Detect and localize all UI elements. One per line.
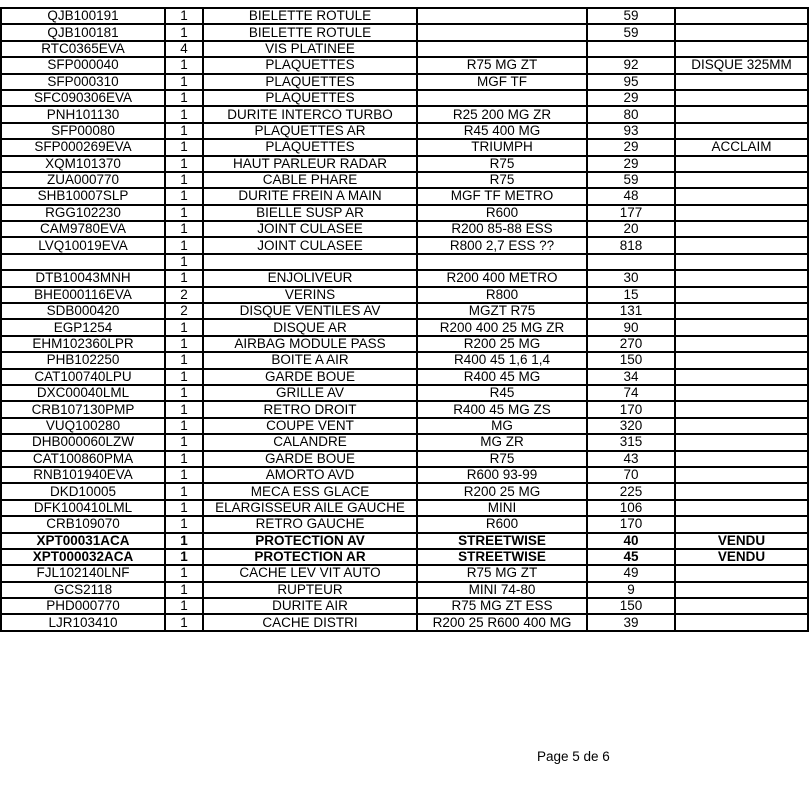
description-cell: CABLE PHARE	[203, 172, 417, 188]
model-cell	[417, 90, 587, 106]
note-cell	[675, 237, 808, 253]
model-cell: R200 25 MG	[417, 483, 587, 499]
note-cell	[675, 565, 808, 581]
part-number-cell: CRB107130PMP	[1, 401, 165, 417]
model-cell: R600	[417, 205, 587, 221]
part-number-cell: SFC090306EVA	[1, 90, 165, 106]
table-row	[1, 221, 808, 237]
quantity-cell: 1	[165, 319, 203, 335]
quantity-cell: 1	[165, 533, 203, 549]
part-number-cell: CAM9780EVA	[1, 221, 165, 237]
part-number-cell: XPT00031ACA	[1, 533, 165, 549]
price-cell: 80	[587, 106, 675, 122]
description-cell: DURITE INTERCO TURBO	[203, 106, 417, 122]
price-cell: 170	[587, 401, 675, 417]
description-cell: PLAQUETTES	[203, 74, 417, 90]
quantity-cell: 1	[165, 90, 203, 106]
note-cell	[675, 319, 808, 335]
price-cell: 150	[587, 352, 675, 368]
quantity-cell: 1	[165, 483, 203, 499]
price-cell: 225	[587, 483, 675, 499]
model-cell: R75 MG ZT	[417, 57, 587, 73]
part-number-cell: PHB102250	[1, 352, 165, 368]
quantity-cell: 1	[165, 549, 203, 565]
description-cell: BOITE A AIR	[203, 352, 417, 368]
price-cell: 93	[587, 123, 675, 139]
price-cell	[587, 41, 675, 57]
price-cell: 170	[587, 516, 675, 532]
note-cell	[675, 336, 808, 352]
note-cell	[675, 500, 808, 516]
model-cell: R25 200 MG ZR	[417, 106, 587, 122]
quantity-cell: 1	[165, 500, 203, 516]
quantity-cell: 1	[165, 237, 203, 253]
model-cell: STREETWISE	[417, 549, 587, 565]
note-cell	[675, 270, 808, 286]
part-number-cell: CAT100860PMA	[1, 451, 165, 467]
description-cell	[203, 254, 417, 270]
price-cell: 15	[587, 287, 675, 303]
price-cell: 320	[587, 418, 675, 434]
price-cell: 39	[587, 614, 675, 630]
part-number-cell	[1, 254, 165, 270]
description-cell: PROTECTION AR	[203, 549, 417, 565]
table-row	[1, 549, 808, 565]
quantity-cell: 1	[165, 598, 203, 614]
note-cell	[675, 352, 808, 368]
description-cell: VIS PLATINEE	[203, 41, 417, 57]
model-cell: R200 85-88 ESS	[417, 221, 587, 237]
model-cell: R200 25 R600 400 MG	[417, 614, 587, 630]
quantity-cell: 1	[165, 467, 203, 483]
part-number-cell: BHE000116EVA	[1, 287, 165, 303]
price-cell: 92	[587, 57, 675, 73]
table-row	[1, 270, 808, 286]
model-cell: STREETWISE	[417, 533, 587, 549]
description-cell: CACHE DISTRI	[203, 614, 417, 630]
description-cell: PROTECTION AV	[203, 533, 417, 549]
note-cell	[675, 483, 808, 499]
note-cell	[675, 303, 808, 319]
table-row	[1, 467, 808, 483]
parts-table-body	[1, 8, 808, 631]
note-cell	[675, 8, 808, 24]
description-cell: COUPE VENT	[203, 418, 417, 434]
note-cell	[675, 74, 808, 90]
quantity-cell: 1	[165, 451, 203, 467]
model-cell: MG	[417, 418, 587, 434]
quantity-cell: 1	[165, 582, 203, 598]
quantity-cell: 1	[165, 205, 203, 221]
table-row	[1, 500, 808, 516]
table-row	[1, 139, 808, 155]
price-cell: 90	[587, 319, 675, 335]
description-cell: CALANDRE	[203, 434, 417, 450]
price-cell: 43	[587, 451, 675, 467]
part-number-cell: RTC0365EVA	[1, 41, 165, 57]
model-cell: R600	[417, 516, 587, 532]
table-row	[1, 287, 808, 303]
price-cell	[587, 254, 675, 270]
table-row	[1, 614, 808, 630]
note-cell	[675, 106, 808, 122]
description-cell: CACHE LEV VIT AUTO	[203, 565, 417, 581]
description-cell: MECA ESS GLACE	[203, 483, 417, 499]
quantity-cell: 1	[165, 516, 203, 532]
quantity-cell: 2	[165, 303, 203, 319]
note-cell	[675, 401, 808, 417]
quantity-cell: 1	[165, 74, 203, 90]
part-number-cell: SFP000269EVA	[1, 139, 165, 155]
price-cell: 29	[587, 156, 675, 172]
part-number-cell: DFK100410LML	[1, 500, 165, 516]
table-row	[1, 123, 808, 139]
part-number-cell: DTB10043MNH	[1, 270, 165, 286]
table-row	[1, 418, 808, 434]
description-cell: ELARGISSEUR AILE GAUCHE	[203, 500, 417, 516]
description-cell: AMORTO AVD	[203, 467, 417, 483]
table-row	[1, 24, 808, 40]
price-cell: 59	[587, 24, 675, 40]
table-row	[1, 451, 808, 467]
table-row	[1, 303, 808, 319]
part-number-cell: SFP000310	[1, 74, 165, 90]
note-cell	[675, 123, 808, 139]
note-cell	[675, 614, 808, 630]
part-number-cell: XQM101370	[1, 156, 165, 172]
model-cell: R800 2,7 ESS ??	[417, 237, 587, 253]
table-row	[1, 336, 808, 352]
note-cell	[675, 90, 808, 106]
quantity-cell: 1	[165, 106, 203, 122]
description-cell: JOINT CULASEE	[203, 237, 417, 253]
table-row	[1, 598, 808, 614]
quantity-cell: 2	[165, 287, 203, 303]
price-cell: 177	[587, 205, 675, 221]
model-cell: R600 93-99	[417, 467, 587, 483]
description-cell: JOINT CULASEE	[203, 221, 417, 237]
quantity-cell: 1	[165, 172, 203, 188]
model-cell: R400 45 MG ZS	[417, 401, 587, 417]
table-row	[1, 582, 808, 598]
note-cell: DISQUE 325MM	[675, 57, 808, 73]
table-row	[1, 516, 808, 532]
price-cell: 34	[587, 369, 675, 385]
table-row	[1, 205, 808, 221]
price-cell: 150	[587, 598, 675, 614]
quantity-cell: 1	[165, 385, 203, 401]
part-number-cell: VUQ100280	[1, 418, 165, 434]
description-cell: PLAQUETTES	[203, 57, 417, 73]
description-cell: PLAQUETTES	[203, 139, 417, 155]
note-cell: VENDU	[675, 533, 808, 549]
part-number-cell: LJR103410	[1, 614, 165, 630]
description-cell: RETRO GAUCHE	[203, 516, 417, 532]
table-row	[1, 188, 808, 204]
model-cell	[417, 254, 587, 270]
quantity-cell: 1	[165, 123, 203, 139]
table-row	[1, 385, 808, 401]
description-cell: DURITE FREIN A MAIN	[203, 188, 417, 204]
part-number-cell: SHB10007SLP	[1, 188, 165, 204]
part-number-cell: DKD10005	[1, 483, 165, 499]
part-number-cell: XPT000032ACA	[1, 549, 165, 565]
note-cell	[675, 24, 808, 40]
model-cell: R200 400 25 MG ZR	[417, 319, 587, 335]
table-row	[1, 156, 808, 172]
quantity-cell: 1	[165, 221, 203, 237]
part-number-cell: EGP1254	[1, 319, 165, 335]
price-cell: 74	[587, 385, 675, 401]
model-cell: MGZT R75	[417, 303, 587, 319]
price-cell: 9	[587, 582, 675, 598]
description-cell: ENJOLIVEUR	[203, 270, 417, 286]
part-number-cell: QJB100181	[1, 24, 165, 40]
note-cell	[675, 418, 808, 434]
model-cell: R45	[417, 385, 587, 401]
model-cell: R75 MG ZT ESS	[417, 598, 587, 614]
quantity-cell: 1	[165, 565, 203, 581]
note-cell	[675, 451, 808, 467]
model-cell: R75	[417, 451, 587, 467]
description-cell: DISQUE AR	[203, 319, 417, 335]
quantity-cell: 1	[165, 57, 203, 73]
model-cell: MINI	[417, 500, 587, 516]
price-cell: 818	[587, 237, 675, 253]
model-cell: R200 400 METRO	[417, 270, 587, 286]
note-cell	[675, 287, 808, 303]
part-number-cell: SDB000420	[1, 303, 165, 319]
quantity-cell: 1	[165, 254, 203, 270]
note-cell	[675, 254, 808, 270]
model-cell	[417, 41, 587, 57]
description-cell: AIRBAG MODULE PASS	[203, 336, 417, 352]
quantity-cell: 1	[165, 139, 203, 155]
quantity-cell: 1	[165, 24, 203, 40]
quantity-cell: 4	[165, 41, 203, 57]
part-number-cell: RNB101940EVA	[1, 467, 165, 483]
table-row	[1, 172, 808, 188]
model-cell: MGF TF	[417, 74, 587, 90]
model-cell: TRIUMPH	[417, 139, 587, 155]
part-number-cell: SFP00080	[1, 123, 165, 139]
part-number-cell: RGG102230	[1, 205, 165, 221]
part-number-cell: LVQ10019EVA	[1, 237, 165, 253]
part-number-cell: SFP000040	[1, 57, 165, 73]
description-cell: BIELETTE ROTULE	[203, 8, 417, 24]
model-cell: MG ZR	[417, 434, 587, 450]
description-cell: PLAQUETTES AR	[203, 123, 417, 139]
quantity-cell: 1	[165, 352, 203, 368]
note-cell	[675, 221, 808, 237]
table-row	[1, 434, 808, 450]
table-row	[1, 237, 808, 253]
description-cell: VERINS	[203, 287, 417, 303]
price-cell: 95	[587, 74, 675, 90]
table-row	[1, 352, 808, 368]
quantity-cell: 1	[165, 434, 203, 450]
table-row	[1, 41, 808, 57]
table-row	[1, 8, 808, 24]
model-cell: R75 MG ZT	[417, 565, 587, 581]
model-cell: R75	[417, 156, 587, 172]
part-number-cell: CRB109070	[1, 516, 165, 532]
price-cell: 59	[587, 8, 675, 24]
note-cell	[675, 582, 808, 598]
parts-table	[0, 7, 809, 632]
price-cell: 40	[587, 533, 675, 549]
note-cell	[675, 467, 808, 483]
part-number-cell: PNH101130	[1, 106, 165, 122]
part-number-cell: GCS2118	[1, 582, 165, 598]
part-number-cell: FJL102140LNF	[1, 565, 165, 581]
part-number-cell: DXC00040LML	[1, 385, 165, 401]
model-cell: R800	[417, 287, 587, 303]
model-cell: R400 45 MG	[417, 369, 587, 385]
quantity-cell: 1	[165, 336, 203, 352]
model-cell: R200 25 MG	[417, 336, 587, 352]
note-cell	[675, 156, 808, 172]
part-number-cell: PHD000770	[1, 598, 165, 614]
note-cell: ACCLAIM	[675, 139, 808, 155]
table-row	[1, 106, 808, 122]
price-cell: 70	[587, 467, 675, 483]
page-number: Page 5 de 6	[537, 749, 610, 764]
table-row	[1, 319, 808, 335]
quantity-cell: 1	[165, 614, 203, 630]
note-cell	[675, 385, 808, 401]
part-number-cell: EHM102360LPR	[1, 336, 165, 352]
part-number-cell: CAT100740LPU	[1, 369, 165, 385]
part-number-cell: QJB100191	[1, 8, 165, 24]
price-cell: 59	[587, 172, 675, 188]
model-cell: R75	[417, 172, 587, 188]
part-number-cell: ZUA000770	[1, 172, 165, 188]
price-cell: 270	[587, 336, 675, 352]
quantity-cell: 1	[165, 401, 203, 417]
description-cell: PLAQUETTES	[203, 90, 417, 106]
description-cell: GRILLE AV	[203, 385, 417, 401]
model-cell: R45 400 MG	[417, 123, 587, 139]
description-cell: RUPTEUR	[203, 582, 417, 598]
quantity-cell: 1	[165, 8, 203, 24]
note-cell	[675, 172, 808, 188]
price-cell: 29	[587, 90, 675, 106]
price-cell: 106	[587, 500, 675, 516]
note-cell	[675, 205, 808, 221]
price-cell: 30	[587, 270, 675, 286]
note-cell	[675, 41, 808, 57]
table-row	[1, 369, 808, 385]
price-cell: 29	[587, 139, 675, 155]
table-row	[1, 254, 808, 270]
table-row	[1, 90, 808, 106]
price-cell: 131	[587, 303, 675, 319]
note-cell: VENDU	[675, 549, 808, 565]
description-cell: HAUT PARLEUR RADAR	[203, 156, 417, 172]
description-cell: BIELLE SUSP AR	[203, 205, 417, 221]
price-cell: 48	[587, 188, 675, 204]
model-cell: R400 45 1,6 1,4	[417, 352, 587, 368]
quantity-cell: 1	[165, 188, 203, 204]
description-cell: BIELETTE ROTULE	[203, 24, 417, 40]
model-cell	[417, 8, 587, 24]
quantity-cell: 1	[165, 270, 203, 286]
table-row	[1, 483, 808, 499]
price-cell: 49	[587, 565, 675, 581]
note-cell	[675, 516, 808, 532]
quantity-cell: 1	[165, 369, 203, 385]
quantity-cell: 1	[165, 418, 203, 434]
description-cell: DURITE AIR	[203, 598, 417, 614]
price-cell: 45	[587, 549, 675, 565]
note-cell	[675, 188, 808, 204]
table-row	[1, 533, 808, 549]
part-number-cell: DHB000060LZW	[1, 434, 165, 450]
table-row	[1, 57, 808, 73]
table-row	[1, 401, 808, 417]
description-cell: GARDE BOUE	[203, 369, 417, 385]
model-cell: MGF TF METRO	[417, 188, 587, 204]
description-cell: DISQUE VENTILES AV	[203, 303, 417, 319]
model-cell: MINI 74-80	[417, 582, 587, 598]
price-cell: 315	[587, 434, 675, 450]
description-cell: GARDE BOUE	[203, 451, 417, 467]
price-cell: 20	[587, 221, 675, 237]
model-cell	[417, 24, 587, 40]
description-cell: RETRO DROIT	[203, 401, 417, 417]
note-cell	[675, 598, 808, 614]
quantity-cell: 1	[165, 156, 203, 172]
table-row	[1, 74, 808, 90]
note-cell	[675, 434, 808, 450]
table-row	[1, 565, 808, 581]
note-cell	[675, 369, 808, 385]
